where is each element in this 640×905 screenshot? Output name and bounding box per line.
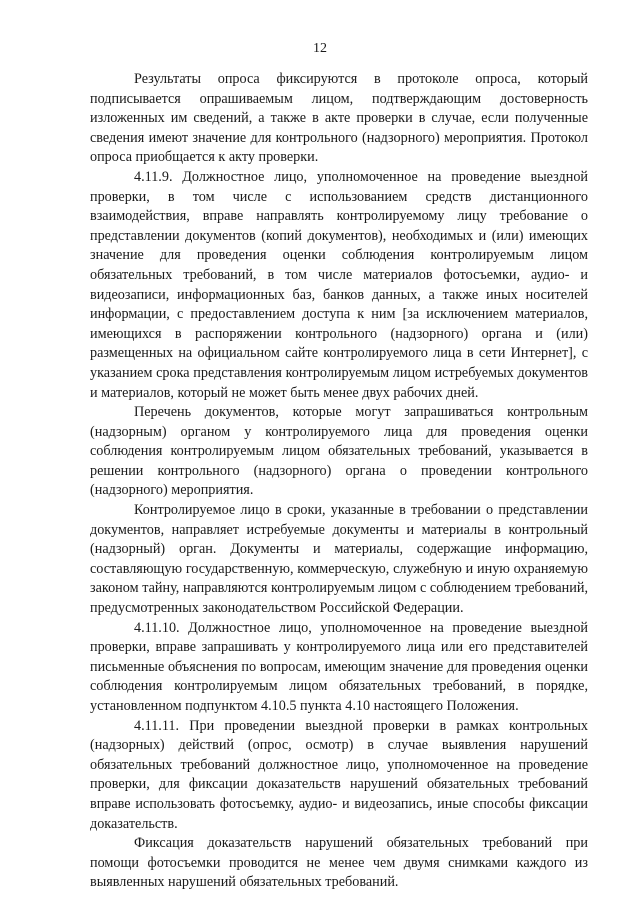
paragraph-photo-evidence: Фиксация доказательств нарушений обязательных требований при помощи фотосъемки проводится не менее чем двумя снимками каждого из выявленных нарушений обязательных требований. (90, 835, 588, 891)
paragraph-4-11-9: 4.11.9. Должностное лицо, уполномоченное на проведение выездной проверки, в том числе с использованием средств дистанционного взаимодействия, вправе направлять контролируемому лицу требование о представлении документов (копий документов), необходимых и (или) имеющих значение для проведения оценки соблюдения контролируемым лицом обязательных требований, в том числе материалов фотосъемки, аудио- и видеозаписи, информационных баз, банков данных, а также иных носителей информации, с предоставлением доступа к ним [за исключением материалов, имеющихся в распоряжении контрольного (надзорного) органа и (или) размещенных на официальном сайте контролируемого лица в сети Интернет], с указанием срока представления контролируемым лицом истребуемых документов и материалов, который не может быть менее двух рабочих дней. (90, 168, 588, 401)
paragraph-controlled-person-duties: Контролируемое лицо в сроки, указанные в требовании о представлении документов, направляет истребуемые документы и материалы в контрольный (надзорный) орган. Документы и материалы, содержащие информацию, составляющую государственную, коммерческую, служебную и иную охраняемую законом тайну, направляются контролируемым лицом с соблюдением требований, предусмотренных законодательством Российской Федерации. (90, 502, 588, 617)
paragraph-4-11-11: 4.11.11. При проведении выездной проверки в рамках контрольных (надзорных) действий (опрос, осмотр) в случае выявления нарушений обязательных требований должностное лицо, уполномоченное на проведение проверки, для фиксации доказательств нарушений обязательных требований вправе использовать фотосъемку, аудио- и видеозапись, иные способы фиксации доказательств. (90, 717, 588, 832)
page-number: 12 (313, 41, 327, 56)
paragraph-survey-results: Результаты опроса фиксируются в протоколе опроса, который подписывается опрашиваемым лицом, подтверждающим достоверность изложенных им сведений, а также в акте проверки в случае, если полученные сведения имеют значение для контрольного (надзорного) мероприятия. Протокол опроса приобщается к акту проверки. (90, 71, 588, 166)
document-body (90, 70, 588, 893)
paragraph-4-11-10: 4.11.10. Должностное лицо, уполномоченное на проведение выездной проверки, вправе запрашивать у контролируемого лица или его представителей письменные объяснения по вопросам, имеющим значение для проведения оценки соблюдения контролируемым лицом обязательных требований, в порядке, установленном подпунктом 4.10.5 пункта 4.10 настоящего Положения. (90, 619, 588, 714)
paragraph-document-list: Перечень документов, которые могут запрашиваться контрольным (надзорным) органом у контролируемого лица для проведения оценки соблюдения контролируемым лицом обязательных требований, указывается в решении контрольного (надзорного) органа о проведении контрольного (надзорного) мероприятия. (90, 404, 588, 499)
